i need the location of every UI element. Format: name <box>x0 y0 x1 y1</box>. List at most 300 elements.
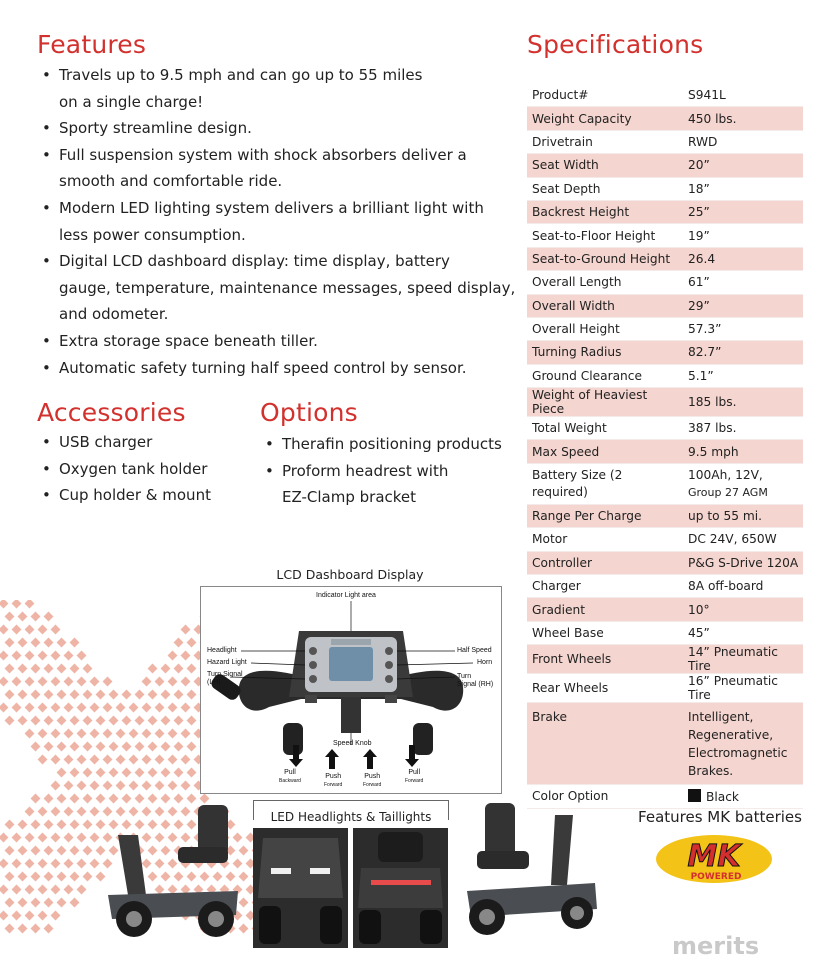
list-item: • Digital LCD dashboard display: time display, battery gauge, temperature, maintenance messages, speed display, and odometer. <box>37 248 517 328</box>
pattern-square <box>103 703 113 713</box>
pattern-square <box>5 612 15 622</box>
pattern-square <box>83 768 93 778</box>
list-item: • Cup holder & mount <box>37 482 247 509</box>
pattern-square <box>44 742 54 752</box>
pattern-square <box>5 690 15 700</box>
pattern-square <box>181 781 191 791</box>
pattern-square <box>181 755 191 765</box>
pattern-square <box>12 677 22 687</box>
pattern-square <box>5 638 15 648</box>
pattern-square <box>77 703 87 713</box>
pattern-square <box>168 703 178 713</box>
spec-value: 25” <box>684 200 803 223</box>
pattern-square <box>174 768 184 778</box>
pattern-square <box>51 859 61 869</box>
pattern-square <box>70 690 80 700</box>
pattern-square <box>51 703 61 713</box>
pattern-square <box>77 885 87 895</box>
spec-value: 14” Pneumatic Tire <box>684 645 803 674</box>
pattern-square <box>51 781 61 791</box>
pattern-square <box>38 911 48 921</box>
pattern-square <box>70 716 80 726</box>
accessories-heading: Accessories <box>37 398 186 427</box>
label-pull-backward: Pull Backward <box>279 769 301 784</box>
label-hazard: Hazard Light <box>207 659 247 666</box>
spec-value: 450 lbs. <box>684 107 803 130</box>
scooter-front-photo <box>455 795 610 945</box>
pattern-square <box>12 625 22 635</box>
pattern-square <box>187 664 197 674</box>
table-row <box>527 317 803 340</box>
pattern-square <box>38 859 48 869</box>
pattern-square <box>64 781 74 791</box>
list-item: • Automatic safety turning half speed control by sensor. <box>37 355 517 382</box>
list-item: • Oxygen tank holder <box>37 456 247 483</box>
table-row <box>527 294 803 317</box>
pattern-square <box>57 664 67 674</box>
pattern-square <box>96 690 106 700</box>
pattern-square <box>12 600 22 608</box>
pattern-square <box>70 872 80 882</box>
pattern-square <box>174 664 184 674</box>
pattern-square <box>129 755 139 765</box>
pattern-square <box>25 625 35 635</box>
spec-value: 19” <box>684 224 803 247</box>
pattern-square <box>38 703 48 713</box>
spec-table <box>527 84 803 809</box>
spec-label: Seat-to-Ground Height <box>527 247 684 270</box>
pattern-square <box>64 807 74 817</box>
merits-watermark-logo <box>670 932 765 958</box>
pattern-square <box>31 794 41 804</box>
pattern-square <box>142 703 152 713</box>
spec-label: Color Option <box>527 785 684 808</box>
pattern-square <box>109 690 119 700</box>
pattern-square <box>168 651 178 661</box>
pattern-square <box>168 677 178 687</box>
pattern-square <box>122 690 132 700</box>
pattern-square <box>31 716 41 726</box>
pattern-square <box>155 729 165 739</box>
spec-value: 9.5 mph <box>684 440 803 463</box>
table-row <box>527 463 803 504</box>
pattern-square <box>129 781 139 791</box>
spec-label: Overall Length <box>527 271 684 294</box>
pattern-square <box>70 742 80 752</box>
spec-value: 57.3” <box>684 317 803 340</box>
features-heading: Features <box>37 30 147 59</box>
pattern-square <box>18 690 28 700</box>
spec-value: DC 24V, 650W <box>684 528 803 551</box>
pattern-square <box>161 664 171 674</box>
pattern-square <box>64 885 74 895</box>
pattern-square <box>0 600 8 608</box>
spec-label: Seat Width <box>527 154 684 177</box>
table-row <box>527 504 803 527</box>
lcd-dashboard-figure <box>200 586 502 794</box>
table-row <box>527 551 803 574</box>
svg-text:MK: MK <box>687 839 741 874</box>
spec-label: Controller <box>527 551 684 574</box>
pattern-square <box>0 703 8 713</box>
pattern-square <box>142 755 152 765</box>
pattern-square <box>148 768 158 778</box>
label-push-forward-right: Push Forward <box>363 773 382 788</box>
features-list <box>37 62 517 381</box>
pattern-square <box>12 911 22 921</box>
pattern-square <box>51 885 61 895</box>
pattern-square <box>25 859 35 869</box>
svg-text:merits: merits <box>672 932 760 958</box>
pattern-square <box>135 742 145 752</box>
pattern-square <box>31 612 41 622</box>
list-item: • Travels up to 9.5 mph and can go up to 55 miles on a single charge! <box>37 62 517 115</box>
pattern-square <box>31 924 41 934</box>
pattern-square <box>90 729 100 739</box>
pattern-square <box>12 859 22 869</box>
pattern-square <box>44 872 54 882</box>
pattern-square <box>44 924 54 934</box>
pattern-square <box>64 651 74 661</box>
pattern-square <box>57 638 67 648</box>
pattern-square <box>57 716 67 726</box>
pattern-square <box>70 794 80 804</box>
spec-label: Wheel Base <box>527 621 684 644</box>
pattern-square <box>44 638 54 648</box>
pattern-square <box>25 651 35 661</box>
pattern-square <box>38 625 48 635</box>
pattern-square <box>70 846 80 856</box>
pattern-square <box>31 820 41 830</box>
pattern-square <box>174 638 184 648</box>
pattern-square <box>57 872 67 882</box>
pattern-square <box>77 677 87 687</box>
pattern-square <box>12 651 22 661</box>
pattern-square <box>77 755 87 765</box>
table-row <box>527 645 803 674</box>
pattern-square <box>148 716 158 726</box>
pattern-square <box>96 742 106 752</box>
pattern-square <box>135 768 145 778</box>
spec-label: Seat-to-Floor Height <box>527 224 684 247</box>
pattern-square <box>168 781 178 791</box>
spec-label: Total Weight <box>527 417 684 440</box>
table-row <box>527 575 803 598</box>
pattern-square <box>148 664 158 674</box>
spec-value: Intelligent, Regenerative, Electromagnetic Brakes. <box>684 703 803 785</box>
pattern-square <box>181 729 191 739</box>
pattern-square <box>148 690 158 700</box>
pattern-square <box>44 664 54 674</box>
pattern-square <box>142 729 152 739</box>
pattern-square <box>90 677 100 687</box>
pattern-square <box>70 898 80 908</box>
table-row <box>527 440 803 463</box>
pattern-square <box>77 859 87 869</box>
table-row <box>527 154 803 177</box>
pattern-square <box>25 677 35 687</box>
spec-label: Product# <box>527 84 684 107</box>
spec-value: 20” <box>684 154 803 177</box>
pattern-square <box>161 690 171 700</box>
pattern-square <box>18 872 28 882</box>
pattern-square <box>31 638 41 648</box>
pattern-square <box>38 651 48 661</box>
pattern-square <box>25 885 35 895</box>
pattern-square <box>64 833 74 843</box>
pattern-square <box>51 833 61 843</box>
pattern-square <box>64 677 74 687</box>
spec-label: Overall Width <box>527 294 684 317</box>
table-row <box>527 200 803 223</box>
pattern-square <box>116 703 126 713</box>
spec-label: Drivetrain <box>527 130 684 153</box>
pattern-square <box>187 716 197 726</box>
pattern-square <box>44 690 54 700</box>
pattern-square <box>116 755 126 765</box>
pattern-square <box>18 716 28 726</box>
spec-label: Gradient <box>527 598 684 621</box>
pattern-square <box>44 716 54 726</box>
pattern-square <box>103 781 113 791</box>
pattern-square <box>77 807 87 817</box>
pattern-square <box>64 755 74 765</box>
pattern-square <box>135 716 145 726</box>
pattern-square <box>51 625 61 635</box>
pattern-square <box>109 768 119 778</box>
pattern-square <box>77 781 87 791</box>
pattern-square <box>5 664 15 674</box>
pattern-square <box>18 924 28 934</box>
pattern-square <box>116 729 126 739</box>
pattern-square <box>77 833 87 843</box>
pattern-square <box>38 833 48 843</box>
svg-text:POWERED: POWERED <box>690 872 742 882</box>
spec-value: 10° <box>684 598 803 621</box>
pattern-square <box>38 807 48 817</box>
label-push-forward-left: Push Forward <box>324 773 343 788</box>
pattern-square <box>103 729 113 739</box>
spec-value: Black <box>684 785 803 808</box>
spec-value: 18” <box>684 177 803 200</box>
pattern-square <box>31 872 41 882</box>
pattern-square <box>83 742 93 752</box>
mk-batteries-caption: Features MK batteries <box>638 808 802 826</box>
pattern-square <box>90 703 100 713</box>
list-item: • Therafin positioning products <box>260 431 520 458</box>
pattern-square <box>0 651 8 661</box>
pattern-square <box>25 729 35 739</box>
pattern-square <box>5 898 15 908</box>
spec-label: Brake <box>527 703 684 785</box>
spec-value: S941L <box>684 84 803 107</box>
pattern-square <box>64 859 74 869</box>
lcd-caption: LCD Dashboard Display <box>276 567 424 582</box>
pattern-square <box>83 820 93 830</box>
pattern-square <box>25 833 35 843</box>
label-indicator: Indicator Light area <box>316 592 376 599</box>
pattern-square <box>0 911 8 921</box>
spec-label: Overall Height <box>527 317 684 340</box>
pattern-square <box>83 716 93 726</box>
pattern-square <box>5 820 15 830</box>
pattern-square <box>38 755 48 765</box>
pattern-square <box>0 625 8 635</box>
pattern-square <box>109 716 119 726</box>
table-row <box>527 341 803 364</box>
spec-value: RWD <box>684 130 803 153</box>
table-row <box>527 621 803 644</box>
spec-label: Battery Size (2 required) <box>527 463 684 504</box>
spec-value: 100Ah, 12V, Group 27 AGM <box>684 463 803 504</box>
table-row <box>527 107 803 130</box>
pattern-square <box>70 664 80 674</box>
spec-value: 45” <box>684 621 803 644</box>
pattern-square <box>142 677 152 687</box>
list-item: • Sporty streamline design. <box>37 115 517 142</box>
pattern-square <box>51 807 61 817</box>
pattern-square <box>83 690 93 700</box>
table-row <box>527 224 803 247</box>
pattern-square <box>0 885 8 895</box>
pattern-square <box>187 690 197 700</box>
label-headlight: Headlight <box>207 647 237 654</box>
spec-label: Ground Clearance <box>527 364 684 387</box>
pattern-square <box>44 846 54 856</box>
spec-label: Seat Depth <box>527 177 684 200</box>
table-row <box>527 674 803 703</box>
pattern-square <box>0 677 8 687</box>
pattern-square <box>122 768 132 778</box>
pattern-square <box>44 794 54 804</box>
spec-value: 8A off-board <box>684 575 803 598</box>
pattern-square <box>155 677 165 687</box>
pattern-square <box>168 729 178 739</box>
pattern-square <box>96 768 106 778</box>
label-turn-rh: Turn Signal (RH) <box>457 673 494 688</box>
pattern-square <box>57 846 67 856</box>
table-row <box>527 598 803 621</box>
spec-value: 387 lbs. <box>684 417 803 440</box>
pattern-square <box>187 742 197 752</box>
list-item: • Full suspension system with shock absorbers deliver a smooth and comfortable ride. <box>37 142 517 195</box>
pattern-square <box>174 716 184 726</box>
pattern-square <box>57 794 67 804</box>
table-row <box>527 703 803 785</box>
pattern-square <box>122 742 132 752</box>
table-row <box>527 417 803 440</box>
pattern-square <box>38 677 48 687</box>
pattern-square <box>57 820 67 830</box>
pattern-square <box>18 898 28 908</box>
pattern-square <box>129 729 139 739</box>
pattern-square <box>31 690 41 700</box>
pattern-square <box>168 755 178 765</box>
label-horn: Horn <box>477 659 493 666</box>
spec-value: 29” <box>684 294 803 317</box>
spec-value: 26.4 <box>684 247 803 270</box>
specifications-heading: Specifications <box>527 30 704 59</box>
spec-label: Weight Capacity <box>527 107 684 130</box>
spec-value: 185 lbs. <box>684 388 803 417</box>
spec-value: 82.7” <box>684 341 803 364</box>
pattern-square <box>83 872 93 882</box>
spec-label: Charger <box>527 575 684 598</box>
pattern-square <box>31 898 41 908</box>
pattern-square <box>83 846 93 856</box>
pattern-square <box>187 638 197 648</box>
pattern-square <box>142 781 152 791</box>
pattern-square <box>103 677 113 687</box>
pattern-square <box>148 742 158 752</box>
spec-label: Rear Wheels <box>527 674 684 703</box>
list-item: • Extra storage space beneath tiller. <box>37 328 517 355</box>
pattern-square <box>44 898 54 908</box>
spec-label: Max Speed <box>527 440 684 463</box>
pattern-square <box>161 742 171 752</box>
dashboard-illustration <box>201 587 501 793</box>
pattern-square <box>25 703 35 713</box>
list-item: • USB charger <box>37 429 247 456</box>
pattern-square <box>135 690 145 700</box>
pattern-square <box>57 742 67 752</box>
pattern-square <box>51 677 61 687</box>
spec-value: P&G S-Drive 120A <box>684 551 803 574</box>
pattern-square <box>181 625 191 635</box>
table-row <box>527 177 803 200</box>
pattern-square <box>122 716 132 726</box>
pattern-square <box>51 729 61 739</box>
pattern-square <box>116 781 126 791</box>
pattern-square <box>18 638 28 648</box>
spec-label: Weight of Heaviest Piece <box>527 388 684 417</box>
pattern-square <box>181 651 191 661</box>
pattern-square <box>12 885 22 895</box>
scooter-side-photo <box>98 795 248 945</box>
options-heading: Options <box>260 398 358 427</box>
pattern-square <box>31 742 41 752</box>
pattern-square <box>161 716 171 726</box>
label-pull-forward: Pull Forward <box>405 769 424 784</box>
mk-powered-logo <box>654 832 774 886</box>
pattern-square <box>12 833 22 843</box>
pattern-square <box>38 885 48 895</box>
pattern-square <box>77 729 87 739</box>
spec-label: Front Wheels <box>527 645 684 674</box>
pattern-square <box>31 664 41 674</box>
pattern-square <box>83 794 93 804</box>
pattern-square <box>96 716 106 726</box>
spec-value: 16” Pneumatic Tire <box>684 674 803 703</box>
spec-label: Range Per Charge <box>527 504 684 527</box>
led-caption: LED Headlights & Taillights <box>253 800 449 820</box>
pattern-square <box>90 781 100 791</box>
pattern-square <box>181 677 191 687</box>
pattern-square <box>155 703 165 713</box>
pattern-square <box>109 742 119 752</box>
pattern-square <box>38 729 48 739</box>
pattern-square <box>5 716 15 726</box>
pattern-square <box>51 651 61 661</box>
spec-label: Turning Radius <box>527 341 684 364</box>
list-item: • Modern LED lighting system delivers a brilliant light with less power consumption. <box>37 195 517 248</box>
pattern-square <box>0 859 8 869</box>
pattern-square <box>51 911 61 921</box>
pattern-square <box>57 690 67 700</box>
pattern-square <box>51 755 61 765</box>
pattern-square <box>77 651 87 661</box>
pattern-square <box>25 600 35 608</box>
